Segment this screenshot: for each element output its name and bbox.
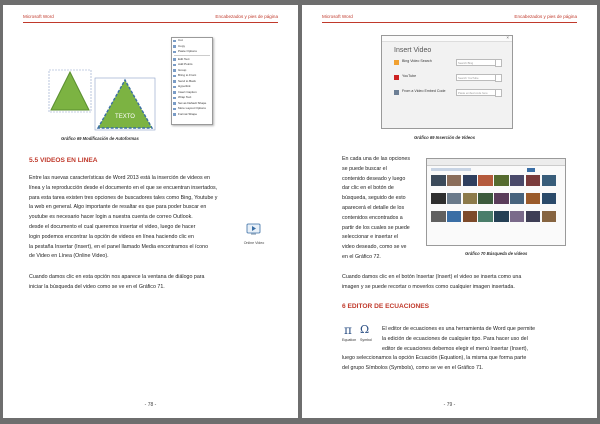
header-right-title: Encabezados y pies de página [514,14,577,19]
text-line: para esta tarea existen tres opciones de buscadores tales como Bing, Youtube y [29,194,218,201]
text-line: Cuando damos clic en el botón Insertar (Insert) el video se inserta como una [342,274,522,280]
video-thumbnail[interactable] [542,193,557,204]
figure-caption-1: Gráfico 69 Inserción de Videos [414,135,476,140]
results-search-box[interactable] [431,168,471,171]
paragraph-videos [29,174,277,262]
search-icon[interactable] [495,89,502,97]
header-rule [23,22,278,23]
text-line: en el Gráfico 72. [342,253,381,260]
menu-item-label: Paste Options [178,49,197,53]
insert-video-dialog [381,35,513,129]
online-video-label: Online Video [243,241,265,245]
video-thumbnail[interactable] [494,211,509,222]
text-line: En cada una de las opciones [342,156,411,162]
paragraph-options [342,155,422,263]
menu-item-label: More Layout Options [178,106,206,110]
menu-item-icon [173,75,176,78]
thumbnail-grid [431,175,561,229]
menu-item-icon [173,69,176,72]
header-left-title: Microsoft Word [23,14,54,19]
video-search-placeholder: Paste embed code here [458,90,488,95]
pi-icon[interactable]: π [344,323,352,337]
search-icon[interactable] [495,74,502,82]
menu-item-label: Send to Back [178,78,196,83]
paragraph-equations [342,325,580,374]
header-rule [322,22,577,23]
section-title: 5.5 VIDEOS EN LINEA [29,157,98,164]
menu-list [172,38,212,117]
video-thumbnail[interactable] [447,193,462,204]
video-thumbnail[interactable] [510,211,525,222]
video-source-row [394,74,504,87]
text-line: youtube es necesario hacer login a nuestra cuenta de correo Outlook. [29,214,193,221]
left-page [3,5,298,418]
text-line: la edición de ecuaciones de cualquier tipo. Para hacer uso del [382,335,528,342]
dialog-titlebar [382,36,512,42]
text-line: contenido deseado y luego [342,175,406,182]
video-thumbnail[interactable] [478,175,493,186]
menu-item-label: Format Shape [178,111,198,116]
video-thumbnail[interactable] [510,175,525,186]
shape-text: TEXTO [115,114,135,120]
menu-item-label: Insert Caption [178,89,197,94]
text-line: aparecerá el detalle de los [342,204,405,211]
search-icon[interactable] [527,168,535,172]
video-thumbnail[interactable] [463,175,478,186]
menu-item-icon [173,51,176,54]
text-line: la web en general. Algo importante de resaltar es que para poder buscar en [29,204,207,211]
video-thumbnail[interactable] [526,175,541,186]
context-menu [171,37,213,125]
symbol-label: Symbol [360,338,372,342]
dialog-options [394,59,504,104]
text-line: del grupo Símbolos (Symbols), como se ve en el Gráfico 71. [342,365,484,372]
video-thumbnail[interactable] [463,193,478,204]
video-search-input[interactable] [456,89,496,96]
video-thumbnail[interactable] [526,211,541,222]
text-line: dar clic en el botón de [342,185,394,192]
text-line: imagen y se puede recortar o moverlos como cualquier imagen insertada. [342,283,515,290]
menu-item-label: Set as Default Shape [178,100,207,105]
text-line: Entre las nuevas características de Word 2013 está la inserción de videos en [29,175,210,181]
right-page [302,5,597,418]
menu-item-icon [173,102,176,105]
video-source-row [394,59,504,72]
text-line: seleccionar e insertar el [342,234,398,241]
video-search-placeholder: Search Bing [458,60,474,65]
video-thumbnail[interactable] [431,193,446,204]
video-thumbnail[interactable] [494,175,509,186]
text-line: login podemos encontrar la opción de videos en línea haciendo clic en [29,233,194,240]
menu-item-icon [173,64,176,67]
video-thumbnail[interactable] [510,193,525,204]
text-line: luego seleccionamos la opción Ecuación (Equation), la misma que forma parte [342,355,527,362]
triangle-shape-small[interactable] [51,72,89,110]
paragraph-dialog [29,273,277,293]
header-left-title: Microsoft Word [322,14,353,19]
video-thumbnail[interactable] [542,211,557,222]
text-line: partir de los cuales se puede [342,224,410,231]
video-source-name: YouTube [402,74,417,78]
video-thumbnail[interactable] [447,175,462,186]
text-line: video deseado, como se ve [342,244,407,251]
online-video-icon [241,223,267,247]
menu-item-icon [173,113,176,116]
page-number: - 79 - [443,402,456,408]
section-title: 6 EDITOR DE ECUACIONES [342,303,430,310]
video-source-icon [394,60,399,65]
menu-item-label: Cut [178,38,183,42]
search-icon[interactable] [495,59,502,67]
equation-label: Equation [342,338,357,342]
autoshape-figure [48,50,163,135]
close-icon[interactable]: × [506,35,509,40]
text-line: El editor de ecuaciones es una herramienta de Word que permite [382,326,536,332]
menu-item-icon [173,45,176,48]
menu-item-icon [173,40,176,43]
menu-item[interactable] [172,49,212,55]
video-thumbnail[interactable] [478,193,493,204]
video-search-results [426,158,566,246]
menu-item-icon [173,58,176,61]
video-thumbnail[interactable] [463,211,478,222]
video-source-name: Bing Video Search [402,59,432,63]
video-source-name: From a Video Embed Code [402,89,446,93]
video-search-input[interactable] [456,59,496,66]
text-line: iniciar la búsqueda del video como se ve en el Gráfico 71. [29,283,165,290]
page-number: - 78 - [144,402,157,408]
video-source-row [394,89,504,102]
text-line: Cuando damos clic en esta opción nos aparece la ventana de diálogo para [29,274,205,280]
menu-item-label: Hyperlink [178,84,191,88]
menu-item-icon [173,80,176,83]
text-line: contenidos encontrados a [342,214,403,221]
menu-item-icon [173,97,176,100]
menu-item-label: Copy [178,43,186,48]
menu-item-icon [173,108,176,111]
figure-caption: Gráfico 69 Modificación de Autoformas [61,136,139,141]
figure-caption-2: Gráfico 70 Búsqueda de videos [465,251,528,256]
menu-item-label: Add Points [178,62,193,66]
menu-item-icon [173,86,176,89]
video-thumbnail[interactable] [447,211,462,222]
text-line: la pestaña Insertar (Insert), en el panel llamado Media encontramos el ícono [29,243,209,250]
header-right-title: Encabezados y pies de página [215,14,278,19]
menu-item-label: Edit Text [178,56,190,61]
menu-item[interactable] [172,112,212,118]
text-line: de Video en Línea (Online Video). [29,253,109,260]
text-line: desde el documento el cual queremos insertar el video, luego de hacer [29,223,196,230]
paragraph-insert [342,273,580,293]
video-thumbnail[interactable] [431,211,446,222]
video-thumbnail[interactable] [431,175,446,186]
menu-item-icon [173,91,176,94]
video-thumbnail[interactable] [542,175,557,186]
video-thumbnail[interactable] [478,211,493,222]
video-source-icon [394,90,399,95]
video-thumbnail[interactable] [526,193,541,204]
text-line: se puede buscar el [342,165,387,172]
text-line: línea y la reproducción desde el documento en el que se encuentran insertados, [29,184,218,191]
menu-item-label: Wrap Text [178,95,192,99]
menu-item-label: Group [178,67,187,72]
omega-icon[interactable]: Ω [360,323,370,336]
dialog-title: Insert Video [394,47,432,54]
results-toolbar [427,159,565,166]
video-search-placeholder: Search YouTube [458,75,479,80]
menu-item-label: Bring to Front [178,73,197,77]
triangle-shape-large[interactable] [98,80,152,128]
text-line: búsqueda, seguido de esto [342,195,406,202]
video-search-input[interactable] [456,74,496,81]
text-line: editor de ecuaciones debemos elegir el menú Insertar (Insert), [382,345,529,352]
video-thumbnail[interactable] [494,193,509,204]
video-source-icon [394,75,399,80]
